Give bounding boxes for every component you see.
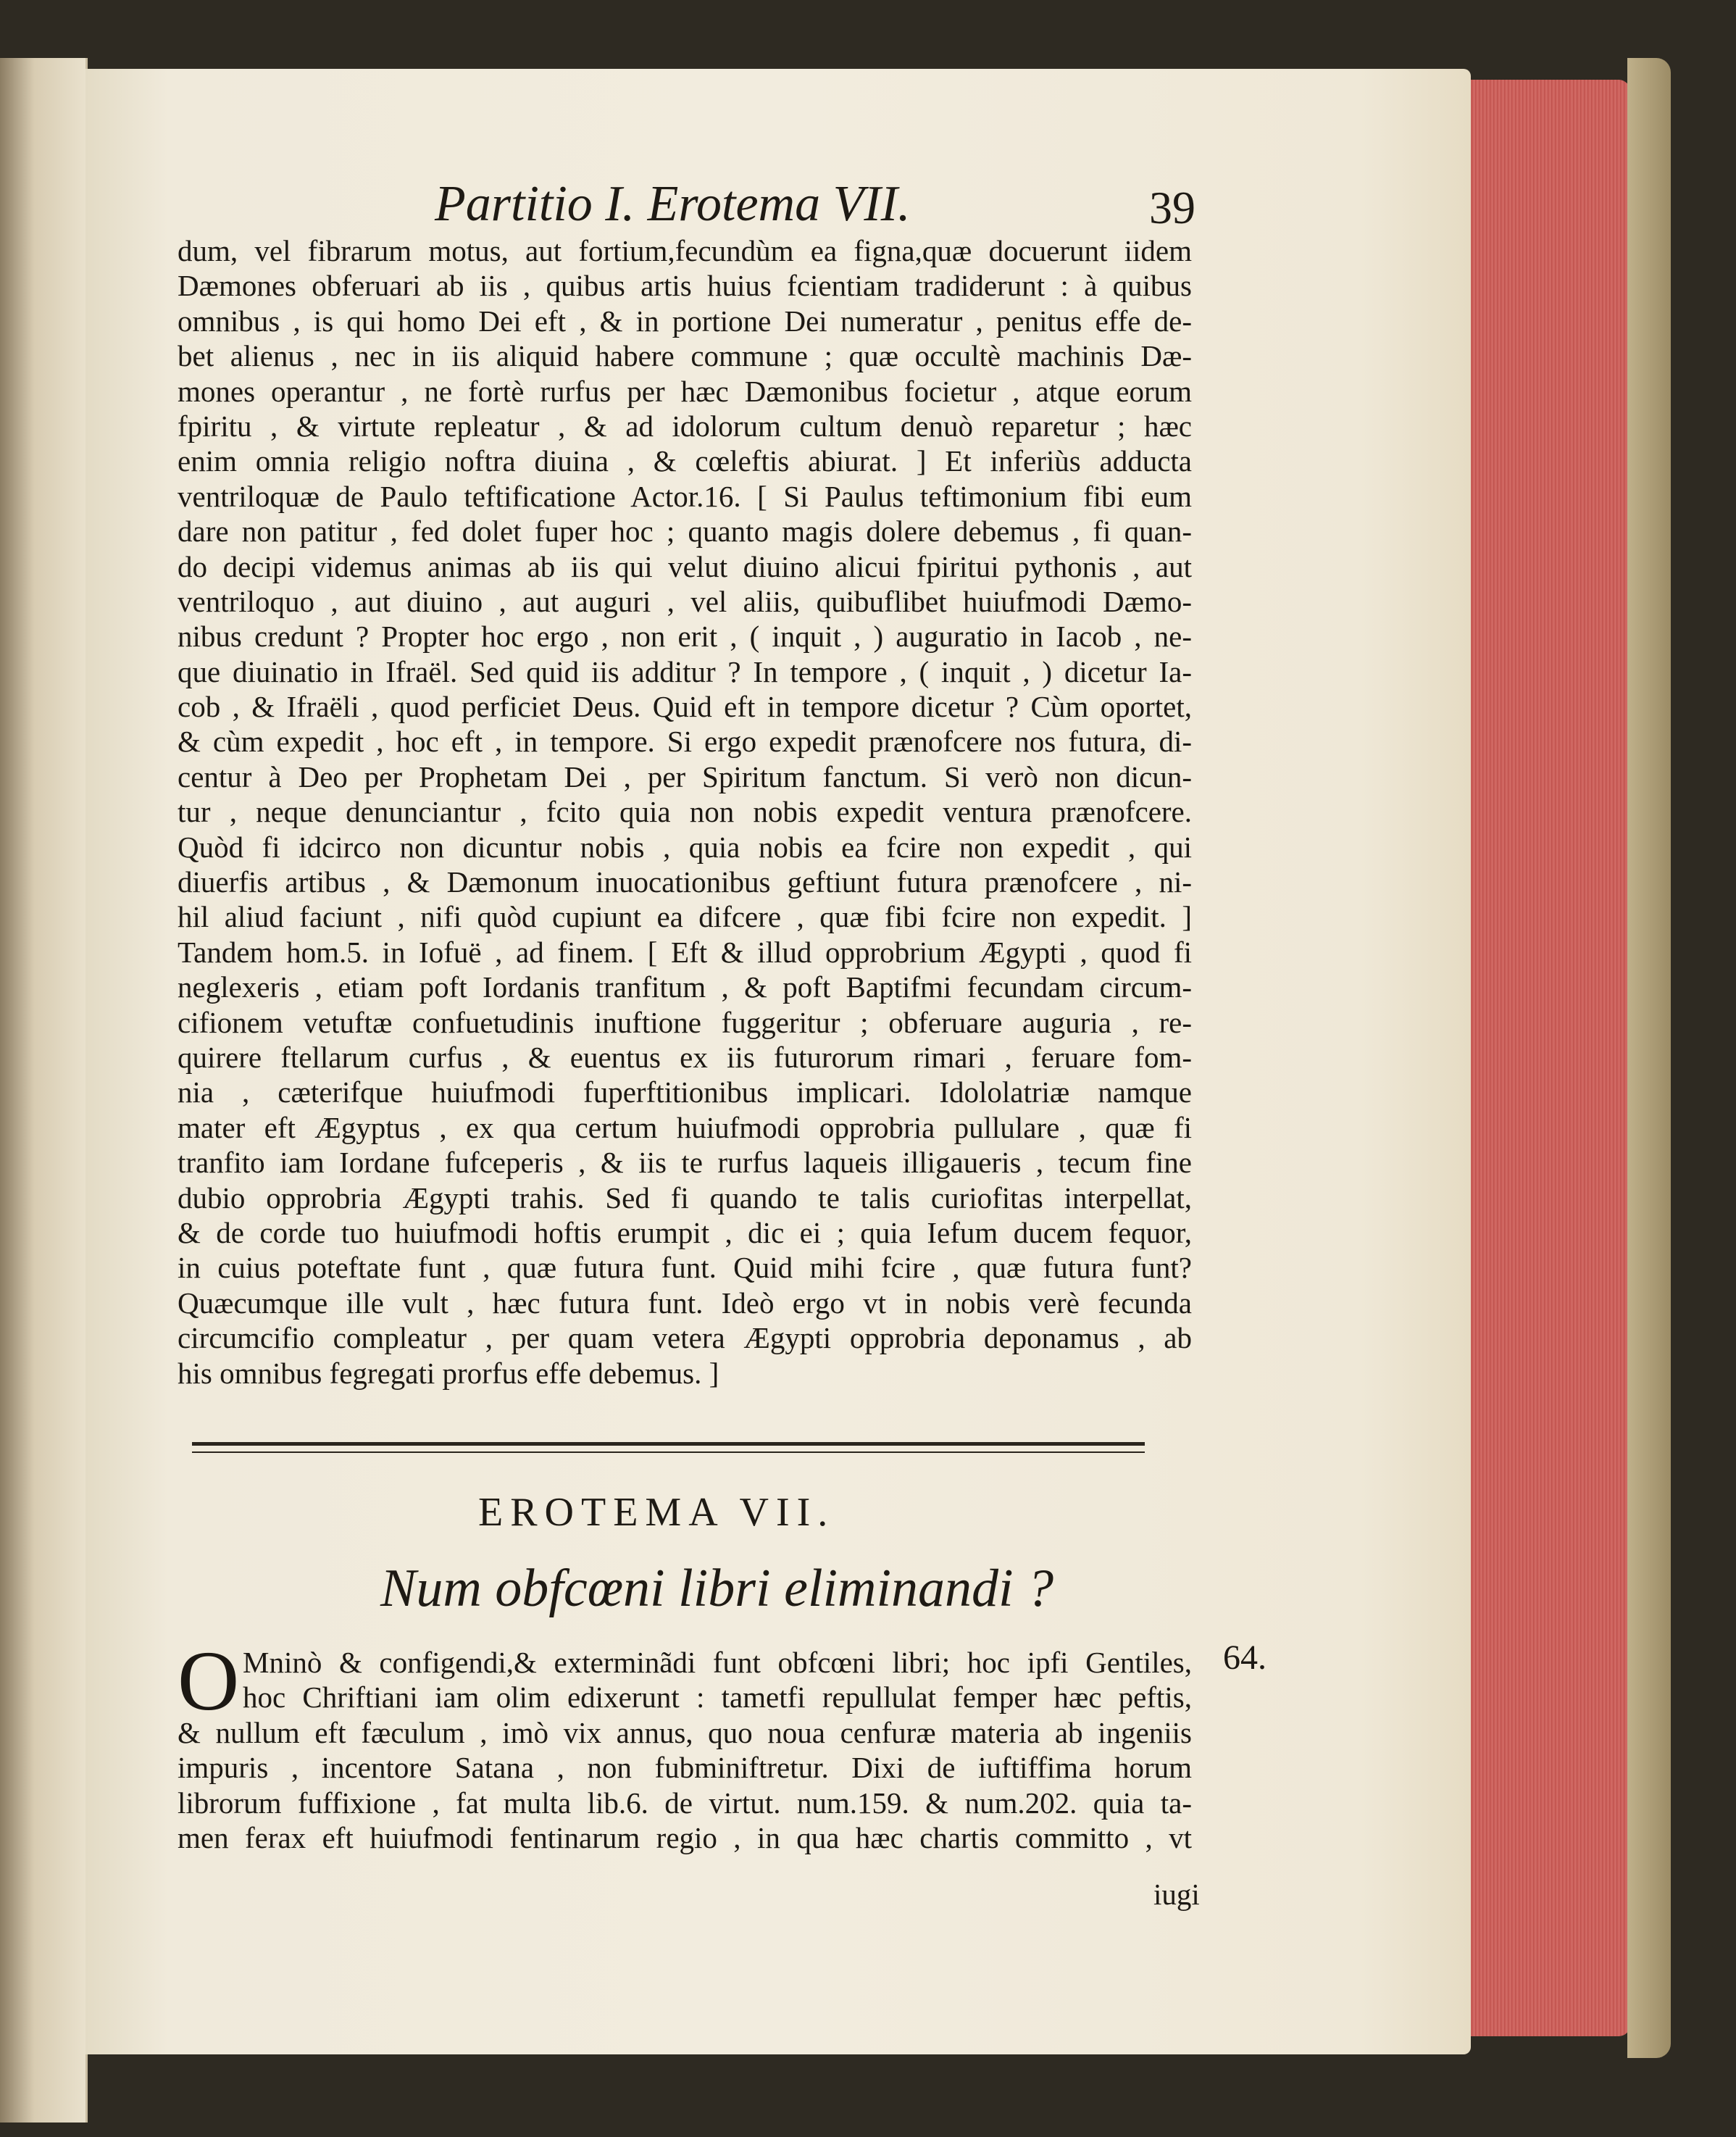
text-line: Mninò & configendi,& exterminãdi funt obfcœni libri; hoc ipfi Gentiles, [243, 1646, 1192, 1679]
page-block-edge [1462, 80, 1630, 2036]
text-line: nia , cæterifque huiufmodi fuperftitionibus implicari. Idololatriæ namque [178, 1075, 1192, 1109]
text-line: omnibus , is qui homo Dei eft , & in portione Dei numeratur , penitus effe de- [178, 304, 1192, 338]
text-line: hil aliud faciunt , nifi quòd cupiunt ea difcere , quæ fibi fcire non expedit. ] [178, 900, 1192, 934]
text-line: dum, vel fibrarum motus, aut fortium,fecundùm ea figna,quæ docuerunt iidem [178, 234, 1192, 267]
text-line: Tandem hom.5. in Iofuë , ad finem. [ Eft & illud opprobrium Ægypti , quod fi [178, 935, 1192, 969]
text-line: tranfito iam Iordane fufceperis , & iis te rurfus laqueis illigaueris , tecum fine [178, 1146, 1192, 1180]
text-line: & de corde tuo huiufmodi hoftis erumpit , dic ei ; quia Iefum ducem fequor, [178, 1215, 1192, 1249]
text-line: men ferax eft huiufmodi fentinarum regio , in qua hæc chartis committo , vt [178, 1820, 1192, 1854]
text-line: dubio opprobria Ægypti trahis. Sed fi quando te talis curiofitas interpellat, [178, 1180, 1192, 1215]
text-line: centur à Deo per Prophetam Dei , per Spiritum fanctum. Si verò non dicun- [178, 759, 1192, 793]
book-cover [1627, 58, 1671, 2058]
text-line: tur , neque denunciantur , fcito quia non nobis expedit ventura prænofcere. [178, 795, 1192, 829]
text-line: Dæmones obferuari ab iis , quibus artis huius fcientiam tradiderunt : à quibus [178, 269, 1192, 303]
text-line: librorum fuffixione , fat multa lib.6. de virtut. num.159. & num.202. quia ta- [178, 1786, 1192, 1820]
text-line: ventriloquæ de Paulo teftificatione Actor.16. [ Si Paulus teftimonium fibi eum [178, 479, 1192, 513]
page-number: 39 [1149, 182, 1195, 233]
text-line: que diuinatio in Ifraël. Sed quid iis additur ? In tempore , ( inquit , ) dicetur Ia- [178, 654, 1192, 688]
text-line: ventriloquo , aut diuino , aut auguri , vel aliis, quibuflibet huiufmodi Dæmo- [178, 584, 1192, 618]
body-text [178, 233, 1192, 1391]
text-line: Quòd fi idcirco non dicuntur nobis , quia nobis ea fcire non expedit , qui [178, 830, 1192, 864]
section-divider [192, 1442, 1145, 1453]
text-line: diuerfis artibus , & Dæmonum inuocationibus geftiunt futura prænofcere , ni- [178, 865, 1192, 899]
text-line: neglexeris , etiam poft Iordanis tranfitum , & poft Baptifmi fecundam circum- [178, 970, 1192, 1004]
text-line: cob , & Ifraëli , quod perficiet Deus. Quid eft in tempore dicetur ? Cùm oportet, [178, 690, 1192, 724]
text-line: bet alienus , nec in iis aliquid habere commune ; quæ occultè machinis Dæ- [178, 339, 1192, 373]
text-line: do decipi videmus animas ab iis qui velut diuino alicui fpiritui pythonis , aut [178, 549, 1192, 583]
text-line: mones operantur , ne fortè rurfus per hæc Dæmonibus focietur , atque eorum [178, 374, 1192, 408]
text-line: in cuius poteftate funt , quæ futura funt. Quid mihi fcire , quæ futura funt? [178, 1251, 1192, 1285]
drop-cap: O [178, 1633, 240, 1728]
section-heading: EROTEMA VII. [478, 1490, 835, 1535]
text-line: Quæcumque ille vult , hæc futura funt. Ideò ergo vt in nobis verè fecunda [178, 1286, 1192, 1320]
section-question: Num obfcœni libri eliminandi ? [380, 1559, 1054, 1618]
text-line: impuris , incentore Satana , non fubminiftretur. Dixi de iuftiffima horum [178, 1751, 1192, 1785]
text-line: nibus credunt ? Propter hoc ergo , non erit , ( inquit , ) auguratio in Iacob , ne- [178, 620, 1192, 654]
margin-note: 64. [1223, 1638, 1266, 1677]
text-line: fpiritu , & virtute repleatur , & ad idolorum cultum denuò reparetur ; hæc [178, 409, 1192, 443]
paragraph [178, 1633, 1192, 1855]
running-title: Partitio I. Erotema VII. [435, 176, 911, 232]
text-line: & cùm expedit , hoc eft , in tempore. Si ergo expedit prænofcere nos futura, di- [178, 725, 1192, 759]
left-page-edge [0, 58, 88, 2123]
text-line: enim omnia religio noftra diuina , & cœleftis abiurat. ] Et inferiùs adducta [178, 444, 1192, 478]
text-line: mater eft Ægyptus , ex qua certum huiufmodi opprobria pullulare , quæ fi [178, 1110, 1192, 1144]
text-line: dare non patitur , fed dolet fuper hoc ; quanto magis dolere debemus , fi quan- [178, 515, 1192, 549]
running-head [435, 175, 1195, 241]
text-line: circumcifio compleatur , per quam vetera Ægypti opprobria deponamus , ab [178, 1321, 1192, 1355]
text-line: his omnibus fegregati prorfus effe debemus. ] [178, 1356, 719, 1390]
text-line: & nullum eft fæculum , imò vix annus, quo noua cenfuræ materia ab ingeniis [178, 1715, 1192, 1749]
catchword: iugi [1153, 1878, 1200, 1911]
text-line: hoc Chriftiani iam olim edixerunt : tametfi repullulat femper hæc peftis, [243, 1680, 1192, 1715]
text-line: quirere ftellarum curfus , & euentus ex iis futurorum rimari , feruare fom- [178, 1040, 1192, 1074]
text-line: cifionem vetuftæ confuetudinis inuftione fuggeritur ; obferuare auguria , re- [178, 1005, 1192, 1039]
